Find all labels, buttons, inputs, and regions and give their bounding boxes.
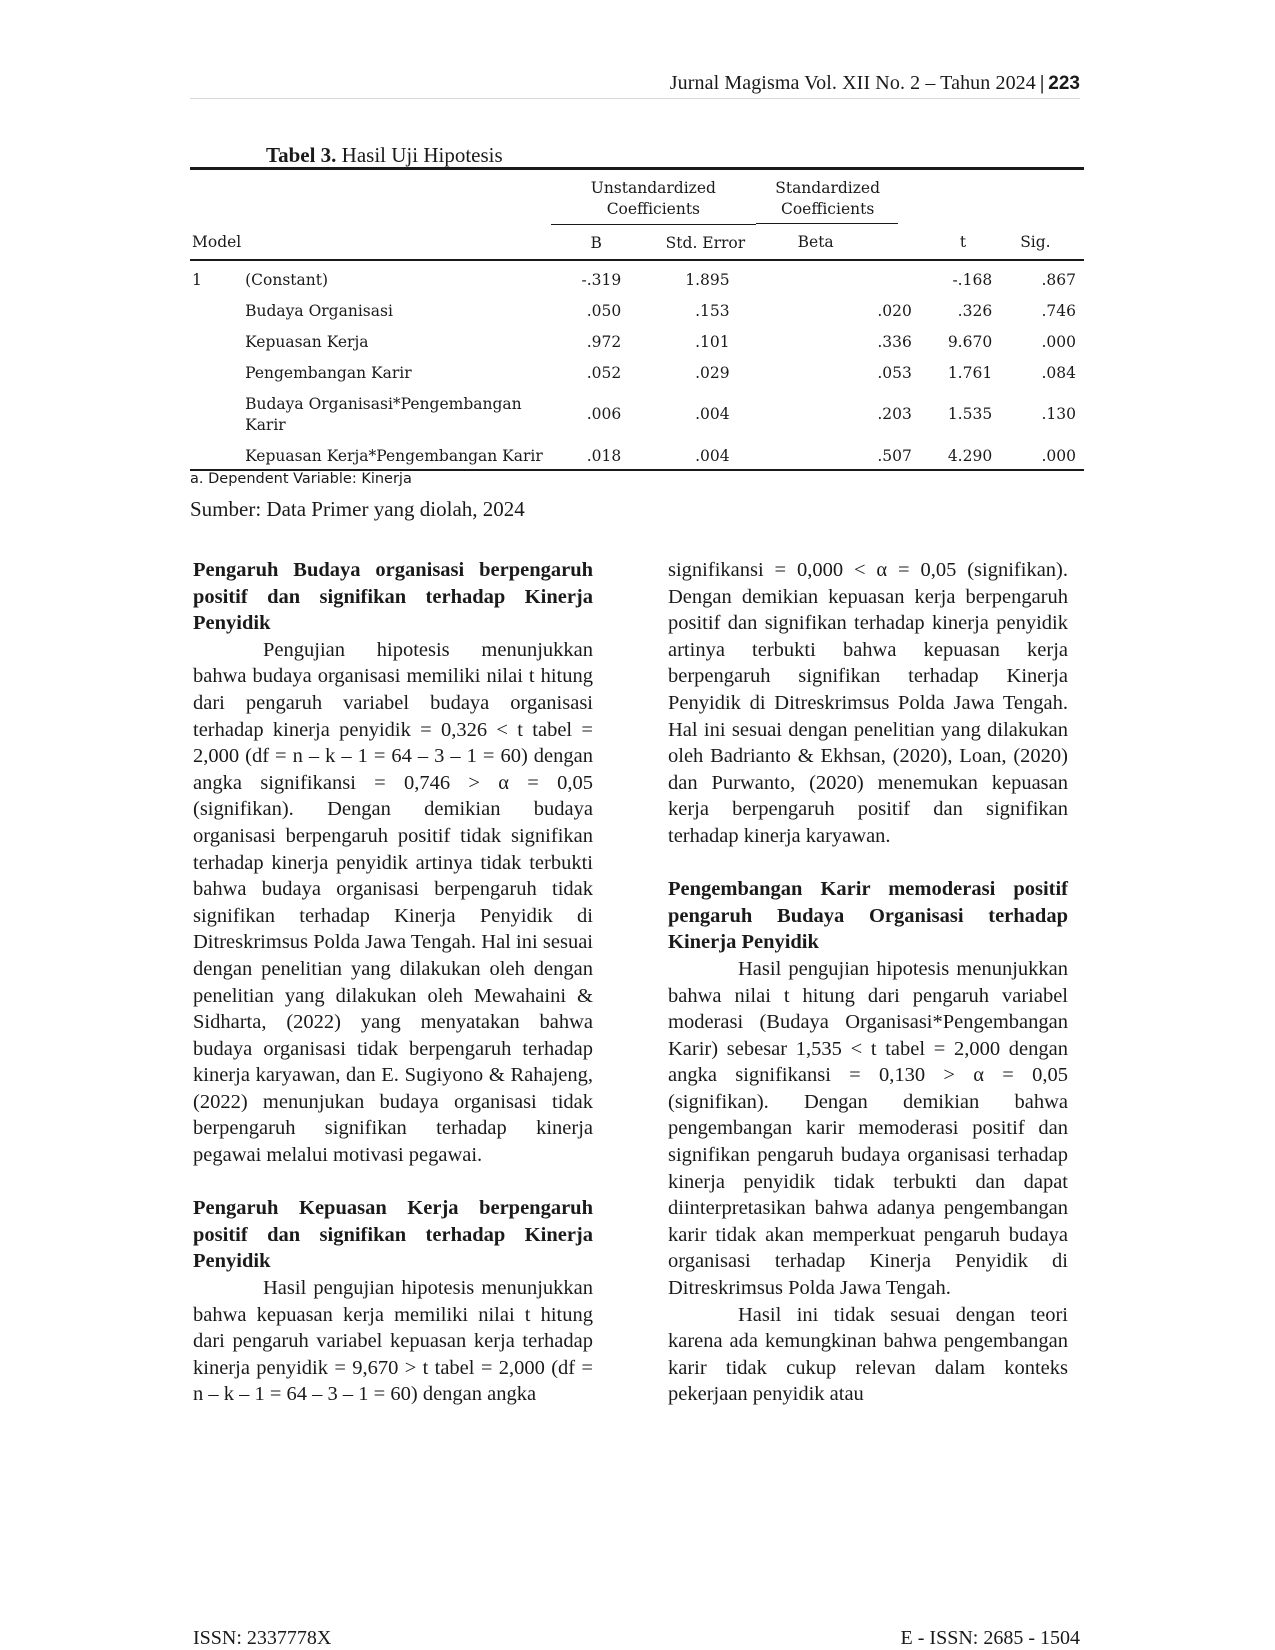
variable-cell: Kepuasan Kerja [245,332,369,351]
table-row [190,384,1084,436]
sig-cell: .000 [998,436,1084,470]
b-cell: .018 [551,436,655,470]
body-paragraph: signifikansi = 0,000 < α = 0,05 (signifikan). Dengan demikian kepuasan kerja berpengaruh positif dan signifikan terhadap kinerja penyidik artinya terbukti bahwa kepuasan kerja berpengaruh signifikan terhadap Kinerja Penyidik di Ditreskrimsus Polda Jawa Tengah. Hal ini sesuai dengan penelitian yang dilakukan oleh Badrianto & Ekhsan, (2020), Loan, (2020) dan Purwanto, (2020) menemukan kepuasan kerja berpengaruh positif dan signifikan terhadap kinerja karyawan. [668,559,1068,847]
table-row [190,436,1084,470]
se-cell: 1.895 [685,270,730,289]
variable-cell: Pengembangan Karir [245,363,412,382]
section-heading: Pengaruh Kepuasan Kerja berpengaruh positif dan signifikan terhadap Kinerja Penyidik [193,1197,593,1273]
sig-cell: .130 [1041,405,1076,423]
variable-cell: Kepuasan Kerja*Pengembangan Karir [245,436,551,470]
table-footnote: a. Dependent Variable: Kinerja [190,471,412,487]
beta-cell: .203 [877,405,912,423]
variable-cell: (Constant) [245,270,329,289]
table-row [190,260,1084,291]
t-cell: 1.535 [947,405,993,423]
header-model: Model [190,224,245,260]
sig-cell: .084 [1041,363,1076,382]
table-source: Sumber: Data Primer yang diolah, 2024 [190,497,525,521]
t-cell: 9.670 [947,332,993,351]
t-cell: .326 [957,301,993,320]
se-cell: .004 [695,405,730,423]
header-separator: | [1039,72,1045,94]
header-b: B [551,224,655,260]
beta-cell: .507 [756,436,928,470]
se-cell: .004 [655,436,755,470]
variable-cell: Budaya Organisasi*Pengembangan Karir [245,394,522,434]
b-cell: .006 [586,405,622,423]
body-paragraph: Pengujian hipotesis menunjukkan bahwa budaya organisasi memiliki nilai t hitung dari pengaruh variabel budaya organisasi terhadap kinerja penyidik = 0,326 < t tabel = 2,000 (df = n – k – 1 = 64 – 3 – 1 = 60) dengan angka signifikansi = 0,746 > α = 0,05 (signifikan). Dengan demikian budaya organisasi berpengaruh positif tidak signifikan terhadap kinerja penyidik artinya tidak terbukti bahwa budaya organisasi berpengaruh tidak signifikan terhadap Kinerja Penyidik di Ditreskrimsus Polda Jawa Tengah. Hal ini sesuai dengan penelitian yang dilakukan oleh dengan penelitian yang dilakukan oleh Mewahaini & Sidharta, (2022) yang menyatakan bahwa budaya organisasi tidak berpengaruh terhadap kinerja karyawan, dan E. Sugiyono & Rahajeng, (2022) menunjukan budaya organisasi tidak berpengaruh signifikan terhadap kinerja pegawai melalui motivasi pegawai. [193,638,593,1167]
variable-cell: Budaya Organisasi [245,301,393,320]
beta-cell [756,260,928,291]
header-standardized-group: Standardized Coefficients [756,170,928,224]
running-header [190,70,1080,97]
section-heading: Pengembangan Karir memoderasi positif pengaruh Budaya Organisasi terhadap Kinerja Penyidik [668,878,1068,954]
b-cell: -.319 [581,270,622,289]
table-caption [266,142,503,168]
header-rule [190,98,1080,99]
model-number: 1 [192,270,202,289]
body-paragraph: Hasil pengujian hipotesis menunjukkan bahwa nilai t hitung dari pengaruh variabel moderasi (Budaya Organisasi*Pengembangan Karir) sebesar 1,535 < t tabel = 2,000 dengan angka signifikansi = 0,130 > α = 0,05 (signifikan). Dengan demikian bahwa pengembangan karir memoderasi positif dan signifikan pengaruh budaya organisasi terhadap kinerja penyidik tidak terbukti dan dapat diinterpretasikan bahwa adanya pengembangan karir tidak akan memperkuat pengaruh budaya organisasi terhadap Kinerja Penyidik di Ditreskrimsus Polda Jawa Tengah. [668,957,1068,1300]
t-cell: 4.290 [928,436,998,470]
sig-cell: .867 [1041,270,1076,289]
table-row [190,322,1084,353]
t-cell: -.168 [952,270,993,289]
page-number: 223 [1048,73,1080,94]
footer-eissn: E - ISSN: 2685 - 1504 [900,1627,1080,1649]
sig-cell: .746 [1041,301,1076,320]
se-cell: .029 [695,363,730,382]
journal-title: Jurnal Magisma Vol. XII No. 2 – Tahun 2024 [669,72,1036,94]
right-column [668,557,1068,1408]
body-paragraph: Hasil pengujian hipotesis menunjukkan bahwa kepuasan kerja memiliki nilai t hitung dari pengaruh variabel kepuasan kerja terhadap kinerja penyidik = 9,670 > t tabel = 2,000 (df = n – k – 1 = 64 – 3 – 1 = 60) dengan angka [193,1277,593,1406]
beta-cell: .336 [877,332,912,351]
se-cell: .101 [695,332,730,351]
table-caption-text: Hasil Uji Hipotesis [341,143,503,167]
header-beta: Beta [756,224,928,260]
table-caption-label: Tabel 3. [266,143,337,167]
b-cell: .972 [586,332,622,351]
se-cell: .153 [695,301,730,320]
header-std-error: Std. Error [655,224,755,260]
table-row [190,291,1084,322]
section-heading: Pengaruh Budaya organisasi berpengaruh positif dan signifikan terhadap Kinerja Penyidik [193,559,593,635]
b-cell: .050 [586,301,622,320]
hypothesis-table [190,167,1084,471]
table-row [190,353,1084,384]
footer-issn: ISSN: 2337778X [193,1627,332,1649]
beta-cell: .020 [877,301,912,320]
body-paragraph: Hasil ini tidak sesuai dengan teori karena ada kemungkinan bahwa pengembangan karir tidak cukup relevan dalam konteks pekerjaan penyidik atau [668,1303,1068,1406]
b-cell: .052 [586,363,622,382]
sig-cell: .000 [1041,332,1076,351]
header-t: t [928,224,998,260]
left-column [193,557,593,1408]
header-unstandardized-group: Unstandardized Coefficients [551,170,756,224]
header-sig: Sig. [998,224,1084,260]
beta-cell: .053 [877,363,912,382]
t-cell: 1.761 [947,363,993,382]
